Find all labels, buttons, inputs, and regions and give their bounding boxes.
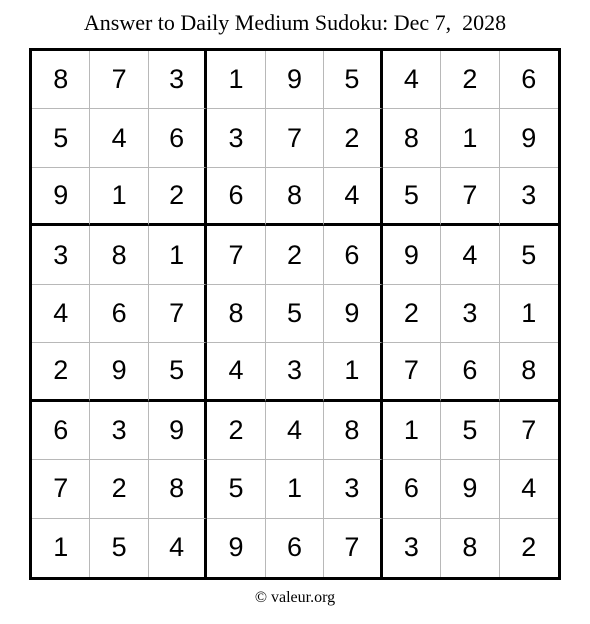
- sudoku-cell-r4c5: 2: [266, 226, 324, 284]
- sudoku-cell-r9c5: 6: [266, 519, 324, 577]
- sudoku-cell-r7c7: 1: [383, 402, 441, 460]
- sudoku-cell-r2c8: 1: [441, 109, 499, 167]
- sudoku-cell-r3c8: 7: [441, 168, 499, 226]
- sudoku-cell-r4c1: 3: [32, 226, 90, 284]
- sudoku-cell-r5c4: 8: [207, 285, 265, 343]
- sudoku-cell-r8c8: 9: [441, 460, 499, 518]
- sudoku-cell-r9c4: 9: [207, 519, 265, 577]
- sudoku-cell-r6c8: 6: [441, 343, 499, 401]
- sudoku-cell-r5c5: 5: [266, 285, 324, 343]
- sudoku-cell-r1c9: 6: [500, 51, 558, 109]
- sudoku-cell-r4c6: 6: [324, 226, 382, 284]
- sudoku-cell-r7c1: 6: [32, 402, 90, 460]
- sudoku-cell-r6c3: 5: [149, 343, 207, 401]
- sudoku-cell-r4c2: 8: [90, 226, 148, 284]
- sudoku-cell-r1c1: 8: [32, 51, 90, 109]
- sudoku-cell-r8c6: 3: [324, 460, 382, 518]
- sudoku-cell-r6c2: 9: [90, 343, 148, 401]
- sudoku-cell-r6c1: 2: [32, 343, 90, 401]
- sudoku-cell-r2c7: 8: [383, 109, 441, 167]
- sudoku-cell-r1c7: 4: [383, 51, 441, 109]
- sudoku-cell-r1c2: 7: [90, 51, 148, 109]
- sudoku-cell-r3c6: 4: [324, 168, 382, 226]
- sudoku-cell-r9c1: 1: [32, 519, 90, 577]
- sudoku-cell-r9c6: 7: [324, 519, 382, 577]
- sudoku-cell-r3c2: 1: [90, 168, 148, 226]
- sudoku-cell-r6c9: 8: [500, 343, 558, 401]
- sudoku-cell-r4c3: 1: [149, 226, 207, 284]
- sudoku-cell-r8c9: 4: [500, 460, 558, 518]
- sudoku-cell-r5c2: 6: [90, 285, 148, 343]
- page-title: Answer to Daily Medium Sudoku: Dec 7, 2028: [83, 10, 507, 35]
- sudoku-cell-r2c4: 3: [207, 109, 265, 167]
- sudoku-cell-r7c8: 5: [441, 402, 499, 460]
- sudoku-cell-r6c6: 1: [324, 343, 382, 401]
- sudoku-cell-r8c7: 6: [383, 460, 441, 518]
- copyright-footer: © valeur.org: [254, 589, 336, 606]
- sudoku-cell-r3c7: 5: [383, 168, 441, 226]
- sudoku-cell-r9c8: 8: [441, 519, 499, 577]
- sudoku-cell-r2c2: 4: [90, 109, 148, 167]
- sudoku-cell-r5c9: 1: [500, 285, 558, 343]
- sudoku-cell-r4c8: 4: [441, 226, 499, 284]
- sudoku-cell-r6c5: 3: [266, 343, 324, 401]
- sudoku-board: [29, 48, 561, 580]
- sudoku-cell-r7c6: 8: [324, 402, 382, 460]
- sudoku-cell-r3c9: 3: [500, 168, 558, 226]
- sudoku-cell-r2c3: 6: [149, 109, 207, 167]
- sudoku-cell-r1c3: 3: [149, 51, 207, 109]
- sudoku-cell-r7c2: 3: [90, 402, 148, 460]
- sudoku-cell-r4c7: 9: [383, 226, 441, 284]
- sudoku-cell-r3c1: 9: [32, 168, 90, 226]
- sudoku-cell-r3c3: 2: [149, 168, 207, 226]
- sudoku-cell-r7c3: 9: [149, 402, 207, 460]
- sudoku-cell-r3c4: 6: [207, 168, 265, 226]
- sudoku-cell-r8c2: 2: [90, 460, 148, 518]
- sudoku-cell-r5c3: 7: [149, 285, 207, 343]
- sudoku-cell-r2c1: 5: [32, 109, 90, 167]
- sudoku-cell-r9c7: 3: [383, 519, 441, 577]
- sudoku-cell-r1c6: 5: [324, 51, 382, 109]
- sudoku-cell-r2c9: 9: [500, 109, 558, 167]
- sudoku-cell-r5c1: 4: [32, 285, 90, 343]
- sudoku-cell-r4c9: 5: [500, 226, 558, 284]
- sudoku-cell-r1c8: 2: [441, 51, 499, 109]
- sudoku-cell-r5c8: 3: [441, 285, 499, 343]
- sudoku-cell-r2c6: 2: [324, 109, 382, 167]
- sudoku-cell-r6c4: 4: [207, 343, 265, 401]
- sudoku-cell-r8c5: 1: [266, 460, 324, 518]
- sudoku-cell-r7c5: 4: [266, 402, 324, 460]
- sudoku-cell-r1c5: 9: [266, 51, 324, 109]
- sudoku-cell-r7c9: 7: [500, 402, 558, 460]
- sudoku-cell-r8c1: 7: [32, 460, 90, 518]
- sudoku-cell-r9c9: 2: [521, 532, 537, 563]
- sudoku-cell-r9c2: 5: [90, 519, 148, 577]
- sudoku-cell-r6c7: 7: [383, 343, 441, 401]
- sudoku-cell-r8c4: 5: [207, 460, 265, 518]
- sudoku-cell-r2c5: 7: [266, 109, 324, 167]
- sudoku-cell-r5c7: 2: [383, 285, 441, 343]
- sudoku-cell-r8c3: 8: [149, 460, 207, 518]
- sudoku-cell-r5c6: 9: [324, 285, 382, 343]
- sudoku-cell-r7c4: 2: [207, 402, 265, 460]
- sudoku-cell-r9c3: 4: [149, 519, 207, 577]
- sudoku-cell-r3c5: 8: [266, 168, 324, 226]
- sudoku-cell-r4c4: 7: [207, 226, 265, 284]
- sudoku-cell-r1c4: 1: [207, 51, 265, 109]
